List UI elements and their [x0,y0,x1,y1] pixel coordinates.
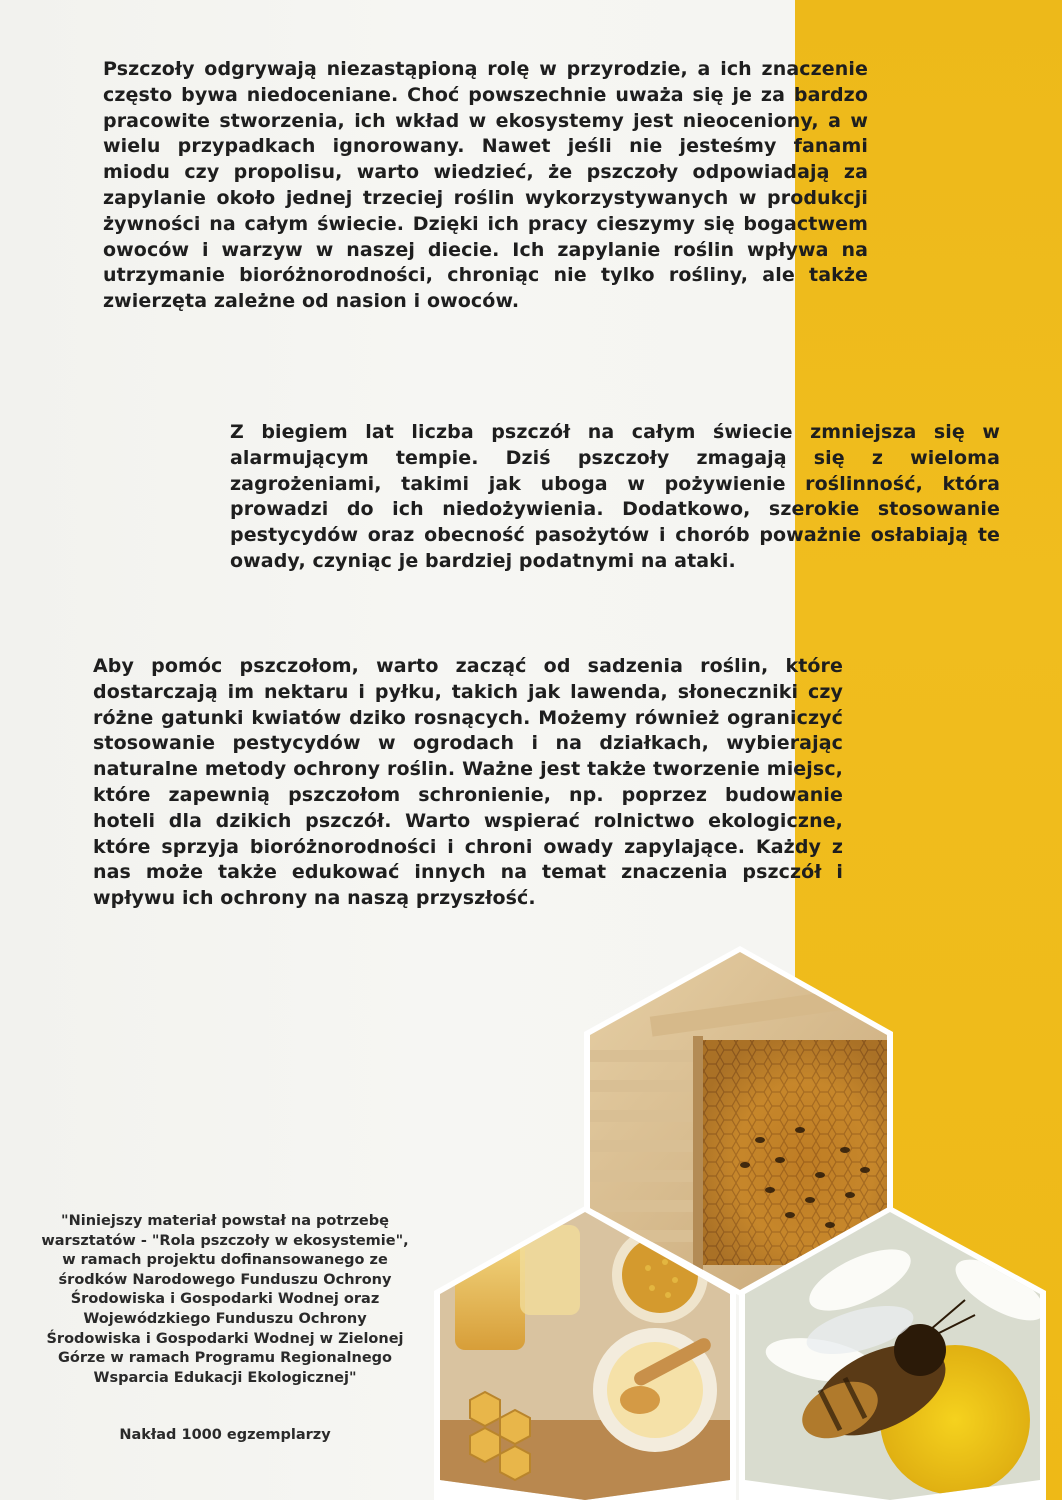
paragraph-importance-of-bees: Pszczoły odgrywają niezastąpioną rolę w przyrodzie, a ich znaczenie często bywa niedoceniane. Choć powszechnie uważa się je za bardzo pracowite stworzenia, ich wkład w ekosystemy jest nieoceniony, a w wielu przypadkach ignorowany. Nawet jeśli nie jesteśmy fanami miodu czy propolisu, warto wiedzieć, że pszczoły odpowiadają za zapylanie około jednej trzeciej roślin wykorzystywanych w produkcji żywności na całym świecie. Dzięki ich pracy cieszymy się bogactwem owoców i warzyw w naszej diecie. Ich zapylanie roślin wpływa na utrzymanie bioróżnorodności, chroniąc nie tylko rośliny, ale także zwierzęta zależne od nasion i owoców. [103,58,868,313]
paragraph-how-to-help: Aby pomóc pszczołom, warto zacząć od sadzenia roślin, które dostarczają im nektaru i pyłku, takich jak lawenda, słoneczniki czy różne gatunki kwiatów dziko rosnących. Możemy również ograniczyć stosowanie pestycydów w ogrodach i na działkach, wybierając naturalne metody ochrony roślin. Ważne jest także tworzenie miejsc, które zapewnią pszczołom schronienie, np. poprzez budowanie hoteli dla dzikich pszczół. Warto wspierać rolnictwo ekologiczne, które sprzyja bioróżnorodności i chroni owady zapylające. Każdy z nas może także edukować innych na temat znaczenia pszczół i wpływu ich ochrony na naszą przyszłość. [93,655,843,910]
paragraph-bee-decline: Z biegiem lat liczba pszczół na całym świecie zmniejsza się w alarmującym tempie. Dziś pszczoły zmagają się z wieloma zagrożeniami, takimi jak uboga w pożywienie roślinność, która prowadzi do ich niedożywienia. Dodatkowo, szerokie stosowanie pestycydów oraz obecność pasożytów i chorób poważnie osłabiają te owady, czyniąc je bardziej podatnymi na ataki. [230,421,1000,572]
funding-footnote: "Niniejszy materiał powstał na potrzebę warsztatów - "Rola pszczoły w ekosystemie", w ramach projektu dofinansowanego ze środków Narodowego Funduszu Ochrony Środowiska i Gospodarki Wodnej oraz Wojewódzkiego Funduszu Ochrony Środowiska i Gospodarki Wodnej w Zielonej Górze w ramach Programu Regionalnego Wsparcia Edukacji Ekologicznej" [41,1213,409,1386]
print-run-note: Nakład 1000 egzemplarzy [119,1427,331,1443]
